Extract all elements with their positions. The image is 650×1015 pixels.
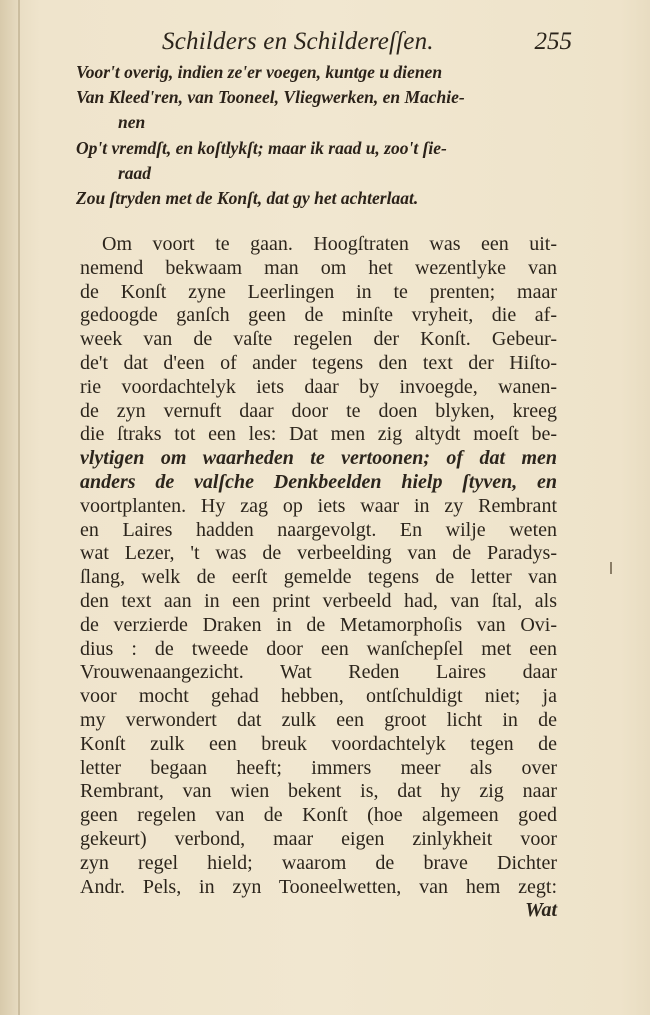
text-line: zyn regel hield; waarom de brave Dichter xyxy=(80,851,557,874)
text-line: wat Lezer, 't was de verbeelding van de Paradys- xyxy=(80,542,557,565)
text-line: Andr. Pels, in zyn Tooneelwetten, van hem zegt: xyxy=(80,875,557,898)
running-title: Schilders en Schildereſſen. xyxy=(162,28,434,55)
text-line: Konſt zulk een breuk voordachtelyk tegen de xyxy=(80,732,557,755)
body-paragraph xyxy=(80,233,557,923)
text-line: week van de vaſte regelen der Konſt. Gebeur- xyxy=(80,328,557,351)
text-line: en Laires hadden naargevolgt. En wilje weten xyxy=(80,518,557,541)
text-line: de Konſt zyne Leerlingen in te prenten; maar xyxy=(80,280,557,303)
verse-line: raad xyxy=(118,162,152,183)
text-line: Om voort te gaan. Hoogſtraten was een uit- xyxy=(102,233,557,255)
text-line: die ſtraks tot een les: Dat men zig altydt moeſt be- xyxy=(80,423,557,446)
text-line: geen regelen van de Konſt (hoe algemeen goed xyxy=(80,804,557,827)
text-line: my verwondert dat zulk een groot licht in de xyxy=(80,708,557,731)
text-line: de't dat d'een of ander tegens den text der Hiſto- xyxy=(80,351,557,374)
text-line: de verzierde Draken in de Metamorphoſis van Ovi- xyxy=(80,613,557,636)
running-header xyxy=(162,28,572,58)
text-line: rie voordachtelyk iets daar by invoegde, wanen- xyxy=(80,375,557,398)
verse-line: Van Kleed'ren, van Tooneel, Vliegwerken, en Machie- xyxy=(76,87,465,108)
text-line: voor mocht gehad hebben, ontſchuldigt niet; ja xyxy=(80,685,557,708)
text-line: voortplanten. Hy zag op iets waar in zy Rembrant xyxy=(80,494,557,517)
text-line: den text aan in een print verbeeld had, van ſtal, als xyxy=(80,589,557,612)
verse-line: Zou ſtryden met de Konſt, dat gy het achterlaat. xyxy=(76,188,419,209)
text-line: anders de valſche Denkbeelden hielp ſtyven, en xyxy=(80,470,557,493)
text-line: de zyn vernuft daar door te doen blyken, kreeg xyxy=(80,399,557,422)
margin-mark xyxy=(610,562,612,574)
text-line: gedoogde ganſch geen de minſte vryheit, die af- xyxy=(80,304,557,327)
page-number: 255 xyxy=(534,28,572,55)
gutter-line xyxy=(18,0,20,1015)
verse-block xyxy=(76,60,576,211)
text-line: dius : de tweede door een wanſchepſel met een xyxy=(80,637,557,660)
text-line: gekeurt) verbond, maar eigen zinlykheit voor xyxy=(80,827,557,850)
text-line: nemend bekwaam man om het wezentlyke van xyxy=(80,256,557,279)
verse-line: Voor't overig, indien ze'er voegen, kuntge u dienen xyxy=(76,62,443,82)
text-line: letter begaan heeft; immers meer als over xyxy=(80,756,557,779)
catchword: Wat xyxy=(525,899,557,922)
text-line: Rembrant, van wien bekent is, dat hy zig naar xyxy=(80,780,557,803)
verse-line: nen xyxy=(118,112,146,133)
verse-line: Op't vremdſt, en koſtlykſt; maar ik raad u, zoo't ſie- xyxy=(76,137,447,158)
text-line: ſlang, welk de eerſt gemelde tegens de letter van xyxy=(80,566,557,589)
text-line: Vrouwenaangezicht. Wat Reden Laires daar xyxy=(80,661,557,684)
text-line: vlytigen om waarheden te vertoonen; of dat men xyxy=(80,447,557,470)
gutter-shadow xyxy=(0,0,18,1015)
